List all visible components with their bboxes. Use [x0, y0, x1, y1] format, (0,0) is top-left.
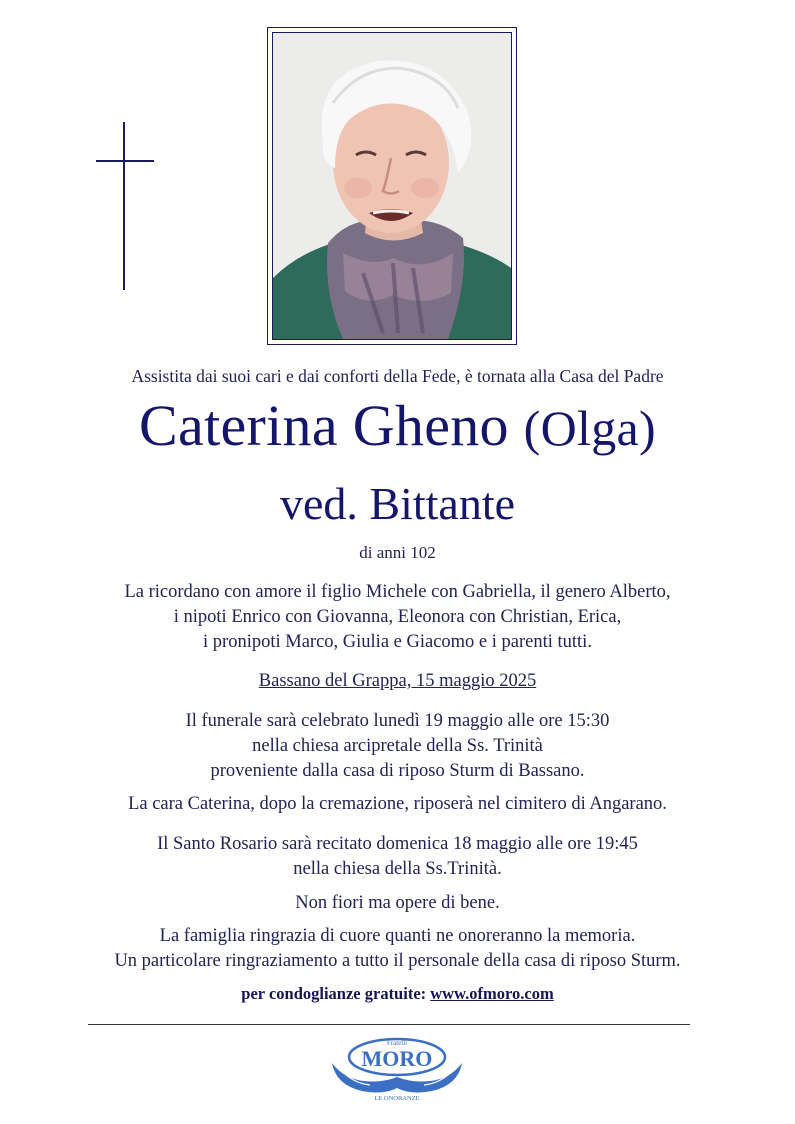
divider [88, 1024, 690, 1025]
family-line: i pronipoti Marco, Giulia e Giacomo e i parenti tutti. [203, 632, 592, 652]
portrait-frame [267, 27, 517, 345]
cross-icon [96, 122, 154, 290]
portrait-photo [272, 32, 512, 340]
condolences-link[interactable]: www.ofmoro.com [430, 984, 554, 1003]
funeral-line: Il funerale sarà celebrato lunedì 19 maggio alle ore 15:30 [185, 711, 610, 731]
thanks-line: La famiglia ringrazia di cuore quanti ne onoreranno la memoria. [159, 926, 636, 946]
widow-of: ved. Bittante [279, 478, 516, 529]
funeral-home-logo [322, 1033, 472, 1103]
family-line: La ricordano con amore il figlio Michele con Gabriella, il genero Alberto, [124, 582, 671, 602]
thanks-line: Un particolare ringraziamento a tutto il personale della casa di riposo Sturm. [114, 951, 681, 971]
condolences [0, 984, 795, 1004]
burial-info: La cara Caterina, dopo la cremazione, riposerà nel cimitero di Angarano. [128, 794, 667, 814]
thanks-note [0, 924, 795, 974]
rosary-line: nella chiesa della Ss.Trinità. [293, 859, 502, 879]
family-list [0, 580, 795, 655]
family-line: i nipoti Enrico con Giovanna, Eleonora con Christian, Erica, [173, 607, 622, 627]
logo-top-text: Fratelli [386, 1039, 408, 1047]
place-date: Bassano del Grappa, 15 maggio 2025 [258, 671, 537, 691]
deceased-first-last-name: Caterina Gheno [139, 393, 509, 458]
deceased-nickname: (Olga) [523, 400, 656, 456]
age: di anni 102 [359, 543, 436, 562]
deceased-name [0, 392, 795, 459]
funeral-info [0, 709, 795, 784]
rosary-info [0, 832, 795, 882]
logo-bottom-text: LE ONORANZE [374, 1095, 420, 1102]
funeral-line: nella chiesa arcipretale della Ss. Trinità [252, 736, 543, 756]
rosary-line: Il Santo Rosario sarà recitato domenica 18 maggio alle ore 19:45 [157, 834, 638, 854]
logo-main-text: MORO [361, 1046, 433, 1071]
flowers-note: Non fiori ma opere di bene. [295, 893, 500, 913]
funeral-line: proveniente dalla casa di riposo Sturm di Bassano. [210, 761, 585, 781]
condolences-label: per condoglianze gratuite: [241, 984, 431, 1003]
intro-line: Assistita dai suoi cari e dai conforti della Fede, è tornata alla Casa del Padre [131, 366, 664, 386]
